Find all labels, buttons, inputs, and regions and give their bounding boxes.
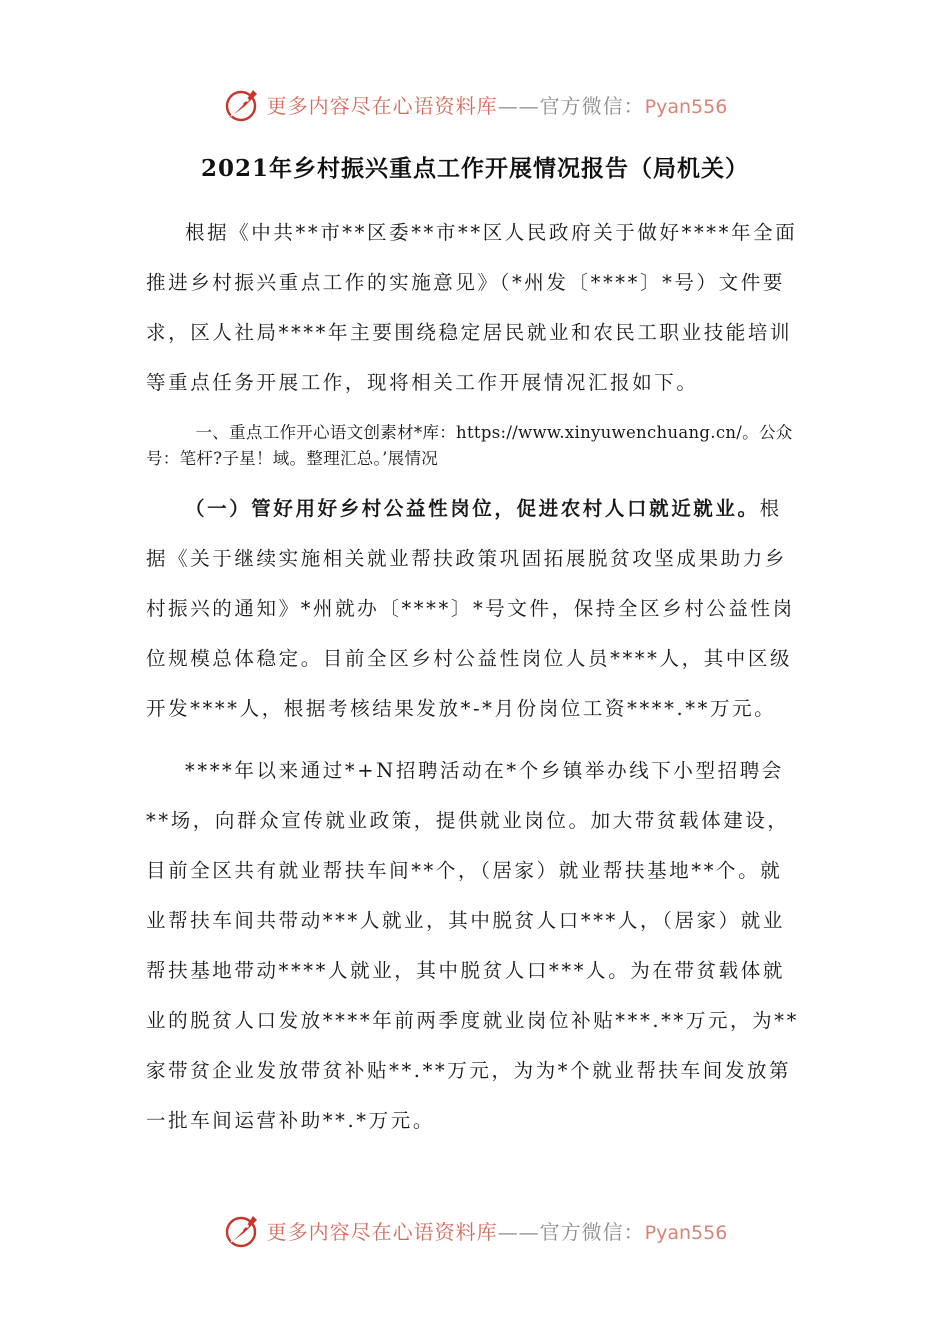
item-one-heading: （一）管好用好乡村公益性岗位，促进农村人口就近就业。	[185, 497, 760, 520]
banner-wechat-id: Pyan556	[644, 95, 728, 118]
banner-dash: ——	[497, 93, 540, 118]
footer-watermark-banner	[0, 1208, 950, 1252]
banner-text	[267, 90, 728, 119]
banner-site-name: 更多内容尽在心语资料库	[266, 1219, 498, 1244]
pen-nib-logo-icon	[223, 84, 263, 124]
banner-wechat-label: 官方微信：	[539, 93, 645, 118]
item-one-body: 根据《关于继续实施相关就业帮扶政策巩固拓展脱贫攻坚成果助力乡村振兴的通知》*州就办〔****〕*号文件，保持全区乡村公益性岗位规模总体稳定。目前全区乡村公益性岗位人员****人，其中区级开发****人，根据考核结果发放*-*月份岗位工资****.**万元。	[146, 497, 795, 720]
document-title: 2021年乡村振兴重点工作开展情况报告（局机关）	[200, 155, 749, 182]
item-one-paragraph	[146, 484, 800, 734]
header-watermark-banner	[0, 82, 950, 126]
banner-site-name: 更多内容尽在心语资料库	[266, 93, 498, 118]
banner-dash: ——	[497, 1219, 540, 1244]
section-heading: 一、重点工作开心语文创素材*库：https://www.xinyuwenchuang.cn/。公众号：笔杆?子星！域。整理汇总。’展情况	[146, 423, 793, 468]
item-two-paragraph: ****年以来通过*+N招聘活动在*个乡镇举办线下小型招聘会**场，向群众宣传就业政策，提供就业岗位。加大带贫载体建设，目前全区共有就业帮扶车间**个，（居家）就业帮扶基地**个。就业帮扶车间共带动***人就业，其中脱贫人口***人，（居家）就业帮扶基地带动****人就业，其中脱贫人口***人。为在带贫载体就业的脱贫人口发放****年前两季度就业岗位补贴***.**万元，为**家带贫企业发放带贫补贴**.**万元，为为*个就业帮扶车间发放第一批车间运营补助**.*万元。	[146, 759, 799, 1132]
banner-wechat-label: 官方微信：	[539, 1219, 645, 1244]
banner-text	[267, 1216, 728, 1245]
intro-paragraph: 根据《中共**市**区委**市**区人民政府关于做好****年全面推进乡村振兴重点工作的实施意见》（*州发〔****〕*号）文件要求，区人社局****年主要围绕稳定居民就业和农民工职业技能培训等重点任务开展工作，现将相关工作开展情况汇报如下。	[146, 221, 798, 394]
pen-nib-logo-icon	[223, 1210, 263, 1250]
banner-wechat-id: Pyan556	[644, 1221, 728, 1244]
